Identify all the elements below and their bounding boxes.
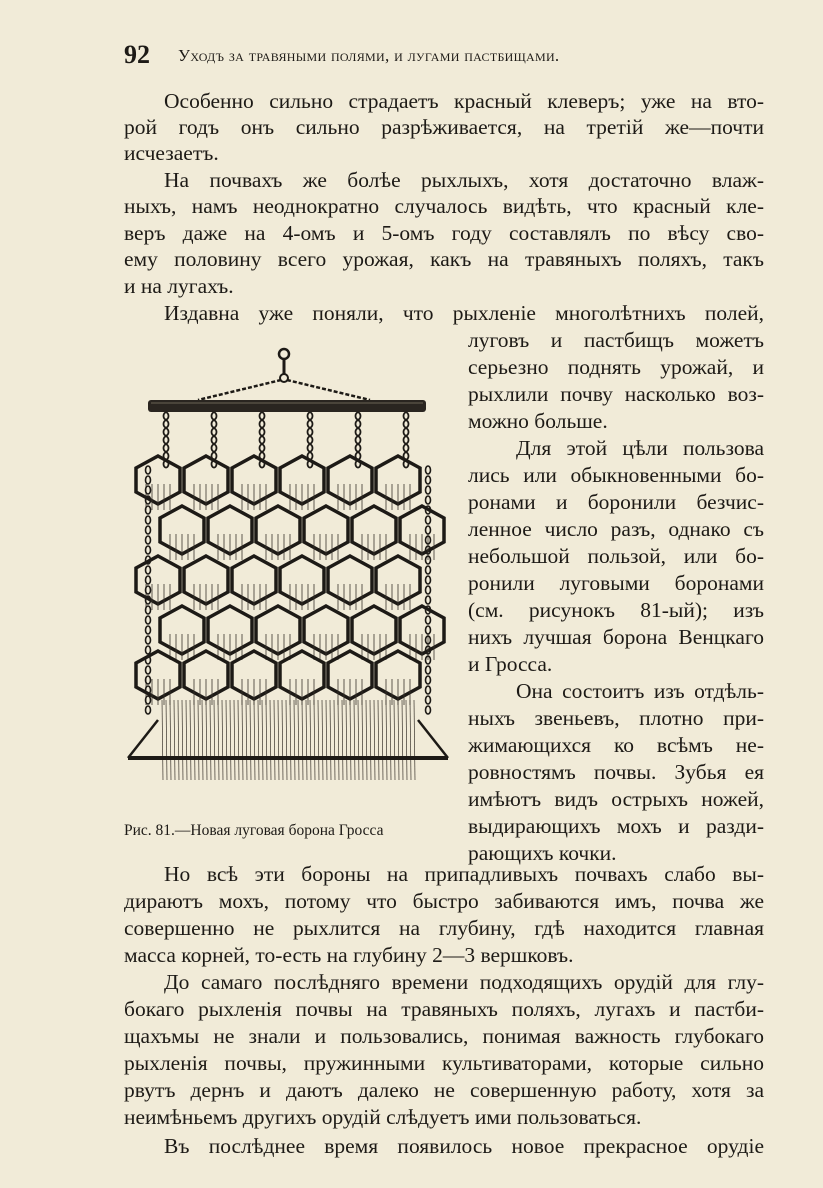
page-header: [124, 40, 764, 72]
harrow-illustration: [118, 340, 468, 800]
text-line: ныхъ, намъ неоднократно случалось видѣть, что красный кле-: [124, 194, 764, 218]
text-line: ронами и боронили безчис-: [468, 490, 764, 514]
text-line: До самаго послѣдняго времени подходящихъ орудій для глу-: [164, 970, 764, 994]
text-line: выдирающихъ мохъ и разди-: [468, 814, 764, 838]
text-line: щахъмы не знали и пользовались, понимая важность глубокаго: [124, 1024, 764, 1048]
text-line: ныхъ звеньевъ, плотно при-: [468, 706, 764, 730]
text-line: рыхлили почву насколько воз-: [468, 382, 764, 406]
text-line: Она состоитъ изъ отдѣль-: [516, 679, 764, 703]
text-line: жимающихся ко всѣмъ не-: [468, 733, 764, 757]
text-line: ему половину всего урожая, какъ на травяныхъ поляхъ, такъ: [124, 247, 764, 271]
text-line: и Гросса.: [468, 652, 553, 676]
text-line: серьезно поднять урожай, и: [468, 355, 764, 379]
running-title: Уходъ за травяными полями, и лугами пастбищами.: [178, 46, 560, 65]
text-line: имѣютъ видъ острыхъ ножей,: [468, 787, 764, 811]
page-number: 92: [124, 40, 150, 69]
text-line: дираютъ мохъ, потому что быстро забиваются имъ, почва же: [124, 889, 764, 913]
text-line: На почвахъ же болѣе рыхлыхъ, хотя достаточно влаж-: [164, 168, 764, 192]
text-line: бокаго рыхленія почвы на травяныхъ поляхъ, лугахъ и пастби-: [124, 997, 764, 1021]
text-line: Въ послѣднее время появилось новое прекрасное орудіе: [164, 1134, 764, 1158]
text-line: рающихъ кочки.: [468, 841, 617, 865]
text-line: и на лугахъ.: [124, 274, 234, 298]
text-line: ленное число разъ, однако съ: [468, 517, 764, 541]
text-line: нихъ лучшая борона Венцкаго: [468, 625, 764, 649]
text-line: рыхленія почвы, пружинными культиваторами, которые сильно: [124, 1051, 764, 1075]
text-line: луговъ и пастбищъ можетъ: [468, 328, 764, 352]
text-line: неимѣньемъ другихъ орудій слѣдуетъ ими пользоваться.: [124, 1105, 642, 1129]
text-line: рой годъ онъ сильно разрѣживается, на третій же—почти: [124, 115, 764, 139]
text-line: можно больше.: [468, 409, 608, 433]
text-line: Особенно сильно страдаетъ красный клеверъ; уже на вто-: [164, 89, 764, 113]
text-line: рвутъ дернъ и даютъ далеко не совершенную работу, хотя за: [124, 1078, 764, 1102]
text-line: совершенно не рыхлится на глубину, гдѣ находится главная: [124, 916, 764, 940]
text-line: исчезаетъ.: [124, 141, 219, 165]
text-line: ронили луговыми боронами: [468, 571, 764, 595]
text-line: лись или обыкновенными бо-: [468, 463, 764, 487]
text-line: веръ даже на 4-омъ и 5-омъ году составлялъ по вѣсу сво-: [124, 221, 764, 245]
text-line: Но всѣ эти бороны на припадливыхъ почвахъ слабо вы-: [164, 862, 764, 886]
text-line: (см. рисунокъ 81-ый); изъ: [468, 598, 764, 622]
text-line: Для этой цѣли пользова: [516, 436, 764, 460]
text-line: масса корней, то-есть на глубину 2—3 вершковъ.: [124, 943, 574, 967]
text-line: Издавна уже поняли, что рыхленіе многолѣтнихъ полей,: [164, 301, 764, 325]
text-line: небольшой пользой, или бо-: [468, 544, 764, 568]
figure-caption: Рис. 81.—Новая луговая борона Гросса: [124, 822, 384, 839]
text-line: ровностямъ почвы. Зубья ея: [468, 760, 764, 784]
